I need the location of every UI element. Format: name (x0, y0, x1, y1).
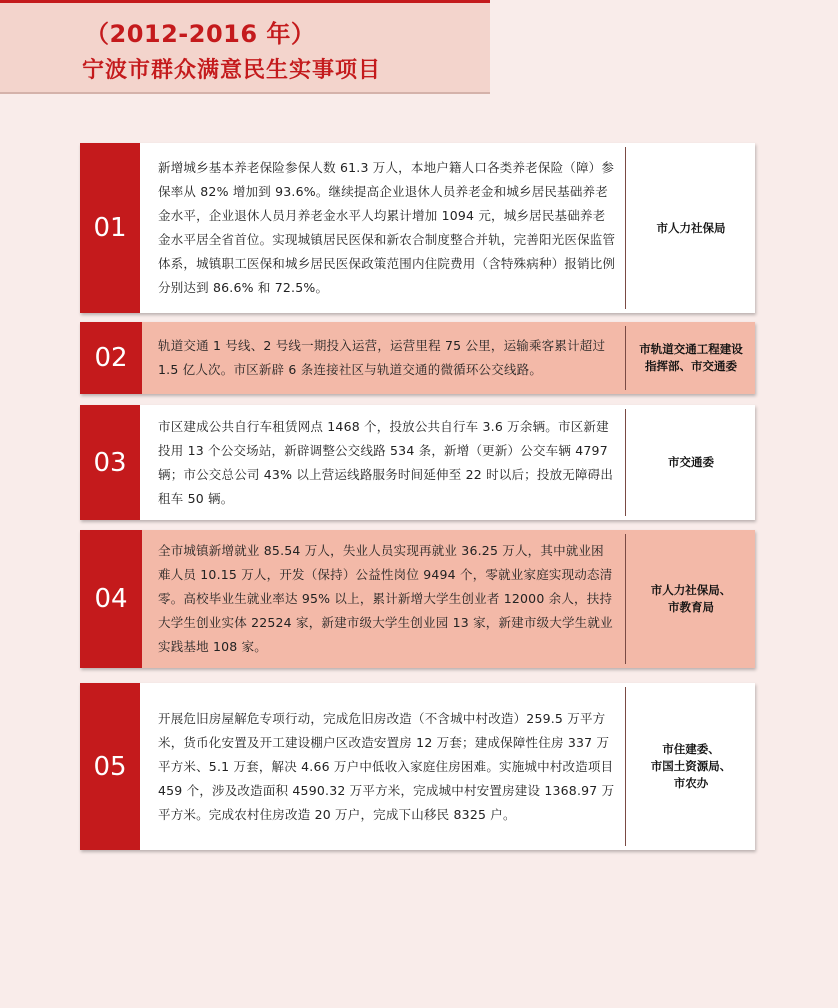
column-divider (625, 147, 626, 309)
page-title: 宁波市群众满意民生实事项目 (82, 58, 382, 83)
project-card-01 (80, 143, 755, 313)
responsible-department: 市住建委、 市国土资源局、 市农办 (650, 742, 732, 790)
item-description: 市区建成公共自行车租赁网点 1468 个，投放公共自行车 3.6 万余辆。市区新建投用 13 个公交场站，新辟调整公交线路 534 条，新增（更新）公交车辆 4797 辆；市公交总公司 43% 以上营运线路服务时间延伸至 22 时以后；投放无障碍出租车 50 辆。 (158, 418, 614, 506)
item-number-tab: 01 (80, 143, 140, 313)
column-divider (625, 534, 626, 664)
project-card-03 (80, 405, 755, 520)
project-card-02 (80, 322, 755, 394)
title-banner (0, 0, 490, 94)
item-description: 新增城乡基本养老保险参保人数 61.3 万人，本地户籍人口各类养老保险（障）参保率从 82% 增加到 93.6%。继续提高企业退休人员养老金和城乡居民基础养老金水平，企业退休人员月养老金水平人均累计增加 1094 元，城乡居民基础养老金水平居全省首位。实现城镇居民医保和新农合制度整合并轨，完善阳光医保监管体系，城镇职工医保和城乡居民医保政策范围内住院费用（含特殊病种）报销比例分别达到 86.6% 和 72.5%。 (158, 160, 616, 295)
column-divider (625, 687, 626, 846)
project-card-04 (80, 530, 755, 668)
responsible-department: 市人力社保局 (656, 220, 726, 235)
item-number-tab: 02 (80, 322, 142, 394)
item-number-tab: 04 (80, 530, 142, 668)
responsible-department: 市交通委 (668, 455, 714, 469)
item-number-tab: 03 (80, 405, 140, 520)
item-description: 轨道交通 1 号线、2 号线一期投入运营，运营里程 75 公里，运输乘客累计超过 1.5 亿人次。市区新辟 6 条连接社区与轨道交通的微循环公交线路。 (158, 338, 606, 377)
item-number-tab: 05 (80, 683, 140, 850)
responsible-department: 市轨道交通工程建设 指挥部、市交通委 (639, 342, 743, 373)
responsible-department: 市人力社保局、 市教育局 (650, 583, 732, 614)
item-description: 开展危旧房屋解危专项行动，完成危旧房改造（不含城中村改造）259.5 万平方米，货币化安置及开工建设棚户区改造安置房 12 万套；建成保障性住房 337 万平方米、5.1 万套，解决 4.66 万户中低收入家庭住房困难。实施城中村改造项目 459 个，涉及改造面积 4590.32 万平方米，完成城中村安置房建设 1368.97 万平方米。完成农村住房改造 20 万户，完成下山移民 8325 户。 (158, 710, 615, 822)
item-description: 全市城镇新增就业 85.54 万人，失业人员实现再就业 36.25 万人，其中就业困难人员 10.15 万人，开发（保持）公益性岗位 9494 个，零就业家庭实现动态清零。高校毕业生就业率达 95% 以上，累计新增大学生创业者 12000 余人，扶持大学生创业实体 22524 家，新建市级大学生创业园 13 家，新建市级大学生就业实践基地 108 家。 (158, 543, 613, 654)
banner-top-rule (0, 0, 490, 3)
project-card-05 (80, 683, 755, 850)
column-divider (625, 409, 626, 516)
column-divider (625, 326, 626, 390)
title-year-range: （2012-2016 年） (85, 20, 316, 48)
